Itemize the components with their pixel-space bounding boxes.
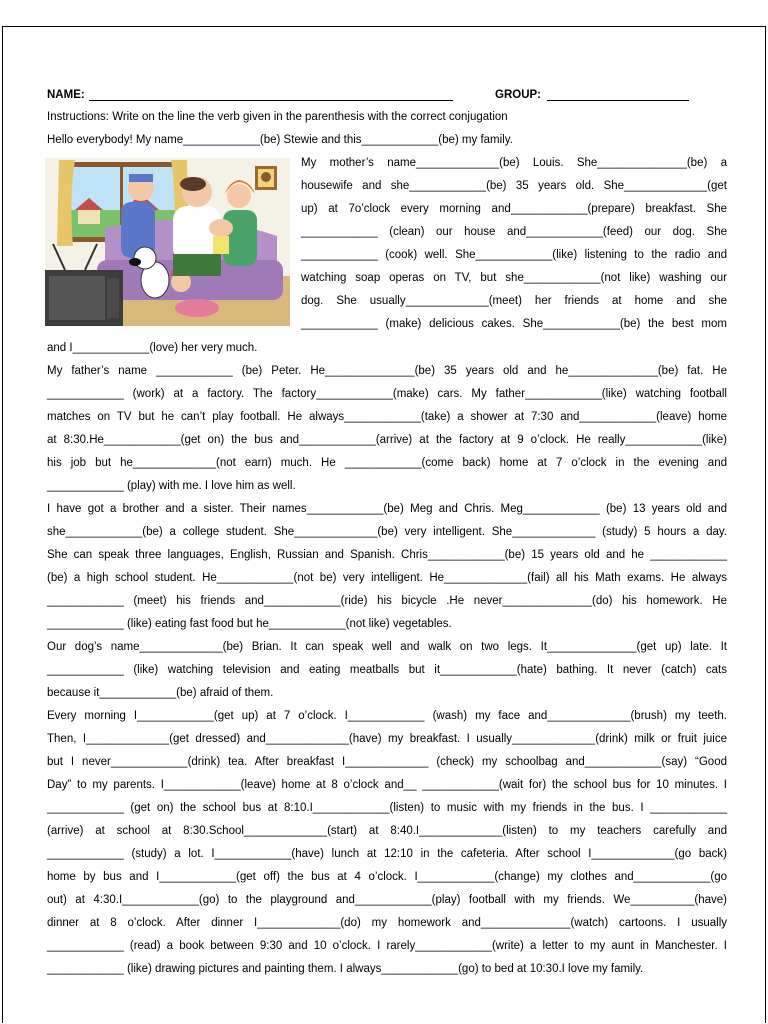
worksheet-line: but I never____________(drink) tea. After breakfast I_____________ (check) my schoolbag and____________(say) “Good xyxy=(47,756,727,768)
worksheet-line: ____________ (get on) the school bus at 8:10.I____________(listen) to music with my friends in the bus. I ____________ xyxy=(47,802,727,814)
intro-block xyxy=(47,106,727,152)
worksheet-line: out) at 4:30.I____________(go) to the playground and____________(play) football with my friends. We__________(have) xyxy=(47,894,727,906)
worksheet-line: housewife and she____________(be) 35 years old. She_____________(get xyxy=(301,180,727,192)
worksheet-line: My father’s name ____________ (be) Peter. He______________(be) 35 years old and he______________(be) fat. He xyxy=(47,365,727,377)
family-illustration xyxy=(45,158,290,326)
worksheet-line: ____________ (play) with me. I love him as well. xyxy=(47,480,296,492)
mother-paragraph xyxy=(301,152,727,336)
worksheet-line: home by bus and I____________(get off) the bus at 4 o’clock. I____________(change) my clothes and____________(go xyxy=(47,871,727,883)
worksheet-line: ____________ (like) eating fast food but he____________(not like) vegetables. xyxy=(47,618,452,630)
worksheet-line: Then, I_____________(get dressed) and_____________(have) my breakfast. I usually_____________(drink) milk or fruit juice xyxy=(47,733,727,745)
group-input-line[interactable] xyxy=(547,100,689,101)
worksheet-line: watching soap operas on TV, but she____________(not like) washing our xyxy=(301,272,727,284)
worksheet-line: because it____________(be) afraid of them. xyxy=(47,687,274,699)
worksheet-line: at 8:30.He____________(get on) the bus and____________(arrive) at the factory at 9 o’clock. He really____________(like) xyxy=(47,434,727,446)
worksheet-line: ____________ (clean) our house and____________(feed) our dog. She xyxy=(301,226,727,238)
worksheet-header xyxy=(47,89,727,105)
name-input-line[interactable] xyxy=(89,100,453,101)
worksheet-line: dog. She usually_____________(meet) her friends at home and she xyxy=(301,295,727,307)
worksheet-line: ____________ (meet) his friends and____________(ride) his bicycle .He never______________(do) his homework. He xyxy=(47,595,727,607)
worksheet-line: Day” to my parents. I____________(leave) home at 8 o’clock and__ ____________(wait for) the school bus for 10 minutes. I xyxy=(47,779,727,791)
worksheet-line: Every morning I____________(get up) at 7 o’clock. I____________ (wash) my face and_____________(brush) my teeth. xyxy=(47,710,727,722)
worksheet-line: ____________ (work) at a factory. The factory____________(make) cars. My father____________(like) watching football xyxy=(47,388,727,400)
intro-text: Hello everybody! My name____________(be) Stewie and this____________(be) my family. xyxy=(47,134,513,146)
worksheet-body xyxy=(47,337,727,981)
worksheet-line: she____________(be) a college student. She_____________(be) very intelligent. She_____________ (study) 5 hours a day. xyxy=(47,526,727,538)
worksheet-line: My mother’s name_____________(be) Louis. She______________(be) a xyxy=(301,157,727,169)
worksheet-line: Our dog’s name_____________(be) Brian. It can speak well and walk on two legs. It______________(get up) late. It xyxy=(47,641,727,653)
worksheet-line: She can speak three languages, English, Russian and Spanish. Chris____________(be) 15 years old and he ____________ xyxy=(47,549,727,561)
instructions-text: Instructions: Write on the line the verb given in the parenthesis with the correct conjugation xyxy=(47,111,508,123)
worksheet-line: ____________ (like) watching television and eating meatballs but it____________(hate) bathing. It never (catch) cats xyxy=(47,664,727,676)
worksheet-line: (arrive) at school at 8:30.School_____________(start) at 8:40.I_____________(listen) to my teachers carefully and xyxy=(47,825,727,837)
name-label: NAME: xyxy=(47,89,85,101)
worksheet-line: I have got a brother and a sister. Their names____________(be) Meg and Chris. Meg____________ (be) 13 years old and xyxy=(47,503,727,515)
worksheet-line: and I____________(love) her very much. xyxy=(47,342,258,354)
group-label: GROUP: xyxy=(495,89,541,101)
worksheet-line: up) at 7o’clock every morning and____________(prepare) breakfast. She xyxy=(301,203,727,215)
worksheet-line: ____________ (study) a lot. I____________(have) lunch at 12:10 in the cafeteria. After school I_____________(go back) xyxy=(47,848,727,860)
worksheet-line: his job but he_____________(not earn) much. He ____________(come back) home at 7 o’clock in the evening and xyxy=(47,457,727,469)
worksheet-line: matches on TV but he can’t play football. He always____________(take) a shower at 7:30 and____________(leave) home xyxy=(47,411,727,423)
worksheet-line: ____________ (read) a book between 9:30 and 10 o’clock. I rarely____________(write) a letter to my aunt in Manchester. I xyxy=(47,940,727,952)
worksheet-line: ____________ (cook) well. She____________(like) listening to the radio and xyxy=(301,249,727,261)
worksheet-line: ____________ (like) drawing pictures and painting them. I always____________(go) to bed at 10:30.I love my family. xyxy=(47,963,644,975)
worksheet-line: (be) a high school student. He____________(not be) very intelligent. He_____________(fail) all his Math exams. He always xyxy=(47,572,727,584)
worksheet-line: ____________ (make) delicious cakes. She____________(be) the best mom xyxy=(301,318,727,330)
worksheet-line: dinner at 8 o’clock. After dinner I_____________(do) my homework and______________(watch) cartoons. I usually xyxy=(47,917,727,929)
